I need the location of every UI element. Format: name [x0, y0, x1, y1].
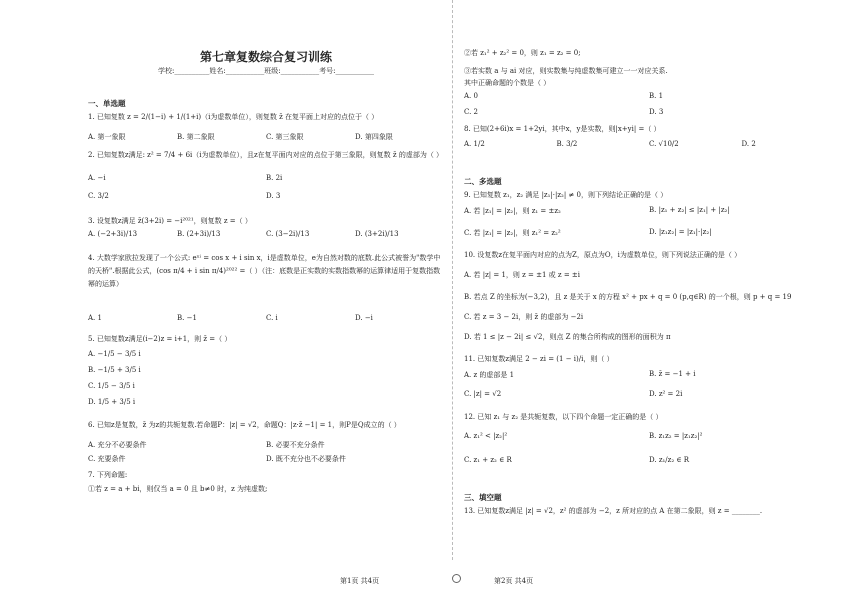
question-2: 2. 已知复数z满足: z² = 7/4 + 6i（i为虚数单位），且z在复平面内对应的点位于第三象限，则复数 z̄ 的虚部为（ ） — [88, 151, 444, 159]
question-10-option-d: D. 若 1 ≤ |z − 2i| ≤ √2，则点 Z 的集合所构成的图形的面积为 π — [464, 333, 671, 341]
option-b: B. 2i — [266, 174, 283, 182]
question-3-options — [88, 230, 444, 252]
section-fill-blank: 三、填空题 — [464, 493, 502, 502]
option-a: A. −i — [88, 174, 106, 182]
option-a: A. (−2+3i)/13 — [88, 230, 138, 238]
option-b: B. 必要不充分条件 — [266, 441, 325, 449]
option-b: B. z₁z₂ = |z₁z₂|² — [649, 432, 703, 440]
question-8: 8. 已知(2+6i)x = 1+2yi，其中x，y是实数，则|x+yi| =（ ） — [464, 125, 661, 133]
option-a: A. z₁² < |z₂|² — [464, 432, 508, 440]
option-a: A. z 的虚部是 1 — [464, 371, 515, 379]
question-5-option-c: C. 1/5 − 3/5 i — [88, 382, 135, 390]
question-7-statement-2: ②若 z₁² + z₂² = 0，则 z₁ = z₂ = 0; — [464, 49, 581, 57]
option-b: B. z̄ = −1 + i — [649, 370, 696, 378]
option-d: D. 2 — [741, 140, 756, 148]
option-c: C. 若 |z₁| = |z₂|，则 z₁² = z₂² — [464, 229, 561, 237]
question-11-options-row2 — [464, 390, 834, 412]
question-10: 10. 设复数z在复平面内对应的点为Z，原点为O，i为虚数单位，则下列说法正确的是（ ） — [464, 251, 742, 259]
option-d: D. 既不充分也不必要条件 — [266, 455, 346, 463]
option-c: C. (3−2i)/13 — [266, 230, 310, 238]
question-1-options — [88, 132, 444, 150]
question-4-options — [88, 314, 444, 334]
option-d: D. 3 — [649, 108, 664, 116]
option-b: B. |z₁ + z₂| ≤ |z₁| + |z₂| — [649, 206, 730, 214]
option-d: D. 第四象限 — [355, 133, 393, 141]
option-a: A. 若 |z₁| = |z₂|，则 z₁ = ±z₂ — [464, 207, 561, 215]
question-13: 13. 已知复数z满足 |z| = √2，z² 的虚部为 −2，z 所对应的点 A 在第二象限，则 z = ________. — [464, 507, 763, 515]
option-a: A. 充分不必要条件 — [88, 441, 147, 449]
question-10-option-a: A. 若 |z| = 1，则 z = ±1 或 z = ±i — [464, 271, 581, 279]
option-b: B. 1 — [649, 92, 664, 100]
question-7-options-row2 — [464, 108, 834, 124]
question-7-statement-3: ③若实数 a 与 ai 对应，则实数集与纯虚数集可建立一一对应关系. — [464, 67, 668, 75]
question-12-options-row2 — [464, 456, 834, 482]
question-4: 4. 大数学家欧拉发现了一个公式: eˣⁱ = cos x + i sin x，i是虚数单位，e为自然对数的底数.此公式被誉为"数学中的天桥".根据此公式，(cos π/4 + i sin π/4)²⁰²² =（ ）（注：底数是正实数的实数指数幂的运算律适用于复数指数幂的运算） — [88, 254, 441, 288]
option-b: B. −1 — [177, 314, 197, 322]
question-11-options-row1 — [464, 370, 834, 390]
question-12: 12. 已知 z₁ 与 z₂ 是共轭复数，以下四个命题一定正确的是（ ） — [464, 413, 663, 421]
question-5-option-b: B. −1/5 + 3/5 i — [88, 366, 141, 374]
question-3: 3. 设复数z满足 z̄(3+2i) = −i²⁰²¹，则复数 z =（ ） — [88, 217, 252, 225]
question-10-option-c: C. 若 z = 3 − 2i，则 z̄ 的虚部为 −2i — [464, 313, 584, 321]
question-9-options-row2 — [464, 228, 834, 250]
question-2-options-row1 — [88, 174, 444, 192]
section-single-choice: 一、单选题 — [88, 99, 126, 108]
footer-page-right: 第2页 共4页 — [494, 577, 534, 585]
question-12-options-row1 — [464, 432, 834, 456]
left-column — [88, 0, 444, 498]
question-7: 7. 下列命题: — [88, 471, 128, 479]
question-5-option-a: A. −1/5 − 3/5 i — [88, 350, 141, 358]
question-5-option-d: D. 1/5 + 3/5 i — [88, 398, 136, 406]
option-c: C. 3/2 — [88, 192, 109, 200]
question-7-ask: 其中正确命题的个数是（ ） — [464, 79, 551, 87]
option-c: C. 充要条件 — [88, 455, 126, 463]
question-9: 9. 已知复数 z₁，z₂ 满足 |z₁|·|z₂| ≠ 0，则下列结论正确的是（ ） — [464, 191, 668, 199]
question-2-options-row2 — [88, 192, 444, 216]
question-6-options-row1 — [88, 440, 444, 454]
option-d: D. z² = 2i — [649, 390, 683, 398]
question-1: 1. 已知复数 z = 2/(1−i) + 1/(1+i)（i为虚数单位），则复数 z̄ 在复平面上对应的点位于（ ） — [88, 113, 379, 121]
question-8-options — [464, 140, 834, 164]
option-a: A. 第一象限 — [88, 133, 126, 141]
student-info-line: 学校:__________姓名:___________班级:___________考号:___________ — [158, 67, 374, 75]
option-b: B. 3/2 — [556, 140, 578, 148]
section-multi-choice: 二、多选题 — [464, 177, 502, 186]
option-d: D. (3+2i)/13 — [355, 230, 399, 238]
option-a: A. 0 — [464, 92, 478, 100]
option-a: A. 1 — [88, 314, 102, 322]
right-column — [464, 0, 834, 520]
option-b: B. (2+3i)/13 — [177, 230, 221, 238]
question-7-options-row1 — [464, 92, 834, 108]
question-5: 5. 已知复数z满足(i−2)z = i+1，则 z̄ =（ ） — [88, 335, 232, 343]
option-d: D. 3 — [266, 192, 281, 200]
question-7-statement-1: ①若 z = a + bi，则仅当 a = 0 且 b≠0 时，z 为纯虚数; — [88, 485, 268, 493]
option-c: C. z₁ + z₂ ∈ R — [464, 456, 512, 464]
option-c: C. √10/2 — [649, 140, 679, 148]
option-c: C. i — [266, 314, 278, 322]
option-c: C. |z| = √2 — [464, 390, 502, 398]
question-9-options-row1 — [464, 206, 834, 228]
page-divider — [452, 0, 453, 560]
option-d: D. z₁/z₂ ∈ R — [649, 456, 690, 464]
footer-page-left: 第1页 共4页 — [340, 577, 380, 585]
option-c: C. 2 — [464, 108, 479, 116]
question-6: 6. 已知z是复数，z̄ 为z的共轭复数.若命题P：|z| = √2，命题Q：|z·z̄ −1| = 1，则P是Q成立的（ ） — [88, 421, 401, 429]
option-d: D. |z₁z₂| = |z₁|·|z₂| — [649, 228, 712, 236]
option-b: B. 第二象限 — [177, 133, 215, 141]
option-a: A. 1/2 — [464, 140, 485, 148]
option-c: C. 第三象限 — [266, 133, 304, 141]
gear-icon — [452, 574, 461, 583]
question-11: 11. 已知复数z满足 2 − zi = (1 − i)/i，则（ ） — [464, 355, 614, 363]
page-title: 第七章复数综合复习训练 — [199, 50, 332, 64]
question-10-option-b: B. 若点 Z 的坐标为(−3,2)，且 z 是关于 x 的方程 x² + px + q = 0 (p,q∈R) 的一个根，则 p + q = 19 — [464, 293, 792, 301]
option-d: D. −i — [355, 314, 373, 322]
question-6-options-row2 — [88, 454, 444, 470]
